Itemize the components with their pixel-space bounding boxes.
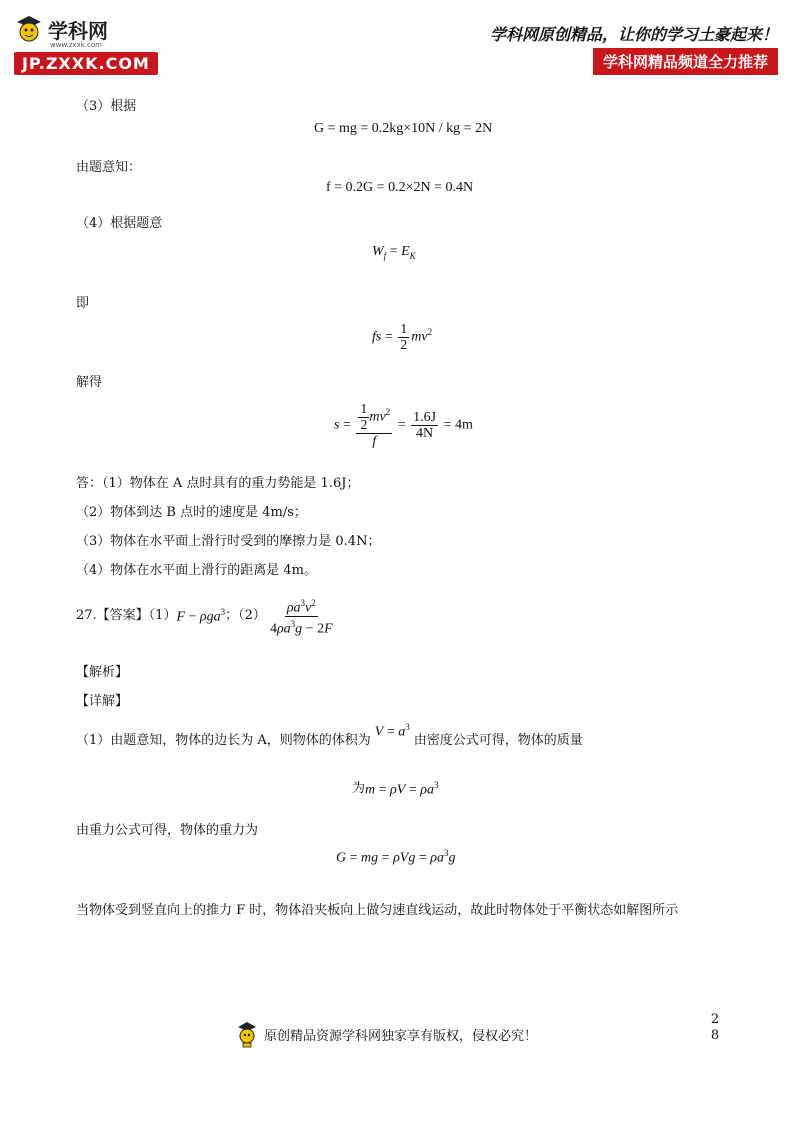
equation-gravity: G = mg = 0.2kg×10N / kg = 2N (314, 121, 493, 136)
page-number (709, 1012, 721, 1044)
logo-url-small: www.zxxk.com (50, 41, 102, 49)
mascot-icon (14, 14, 44, 44)
logo-url-band: JP.ZXXK.COM (14, 52, 158, 75)
detail-heading: 【详解】 (76, 694, 129, 709)
q27-prefix: 27.【答案】（1） (76, 608, 177, 624)
answer-line-2: （2）物体到达 B 点时的速度是 4m/s； (76, 505, 307, 520)
mass-prefix: 为 (352, 781, 366, 797)
equation-friction: f = 0.2G = 0.2×2N = 0.4N (326, 180, 474, 195)
logo-name: 学科网 (48, 18, 108, 43)
gravity-formula: G = mg = $\rho Vg = \rho a^3g$ (336, 848, 456, 866)
answer-line-3: （3）物体在水平面上滑行时受到的摩擦力是 0.4N； (76, 534, 381, 549)
detail-p1a: （1）由题意知，物体的边长为 A，则物体的体积为 (76, 733, 371, 748)
q27-formula-1: F − ρga$^3$ (176, 606, 226, 625)
volume-formula: $V = a^3$ (374, 722, 410, 740)
answer-line-4: （4）物体在水平面上滑行的距离是 4m。 (76, 563, 318, 578)
equation-distance: s = $\frac{1}{2}$ $mv^2$ f = $\frac{1.6J}{4N}$ = 4m (334, 402, 473, 449)
last-paragraph: 当物体受到竖直向上的推力 F 时，物体沿夹板向上做匀速直线运动，故此时物体处于平衡状态如解图所示 (76, 903, 679, 918)
equation-work-energy: $W_f = E_K$ (372, 244, 416, 261)
gravity-intro: 由重力公式可得，物体的重力为 (76, 823, 259, 838)
detail-paragraph-1 (76, 722, 583, 750)
mascot-icon (236, 1020, 258, 1048)
q27-formula-2: $\frac{\rho a^3v^2}{4\rho a^3g - 2F}$ (269, 598, 333, 637)
header-slogan-band: 学科网精品频道全力推荐 (593, 48, 778, 75)
detail-p1b: 由密度公式可得，物体的质量 (413, 733, 583, 748)
footer-copyright: 原创精品资源学科网独家享有版权，侵权必究！ (264, 1028, 538, 1044)
page-number-top: 2 (710, 1012, 720, 1027)
page-number-bottom: 8 (710, 1028, 720, 1043)
part4-label: （4）根据题意 (76, 216, 163, 231)
ji-label: 即 (76, 296, 90, 311)
q27-part2: ；（2） (225, 608, 266, 624)
equation-fs: fs = $\frac{1}{2}$ $mv^2$ (372, 322, 433, 353)
part3-label: （3）根据 (76, 99, 137, 114)
mass-line (352, 780, 438, 799)
analysis-heading: 【解析】 (76, 665, 129, 680)
answer-line-1: 答：（1）物体在 A 点时具有的重力势能是 1.6J； (76, 476, 360, 491)
jiede-label: 解得 (76, 375, 103, 390)
q27-answer (76, 596, 337, 636)
footer (236, 1020, 537, 1048)
mass-formula: $m = \rho V = \rho a^3$ (365, 780, 439, 798)
site-logo (14, 14, 164, 76)
known-label: 由题意知： (76, 160, 142, 175)
header-slogan: 学科网原创精品，让你的学习土豪起来！ (489, 25, 778, 44)
